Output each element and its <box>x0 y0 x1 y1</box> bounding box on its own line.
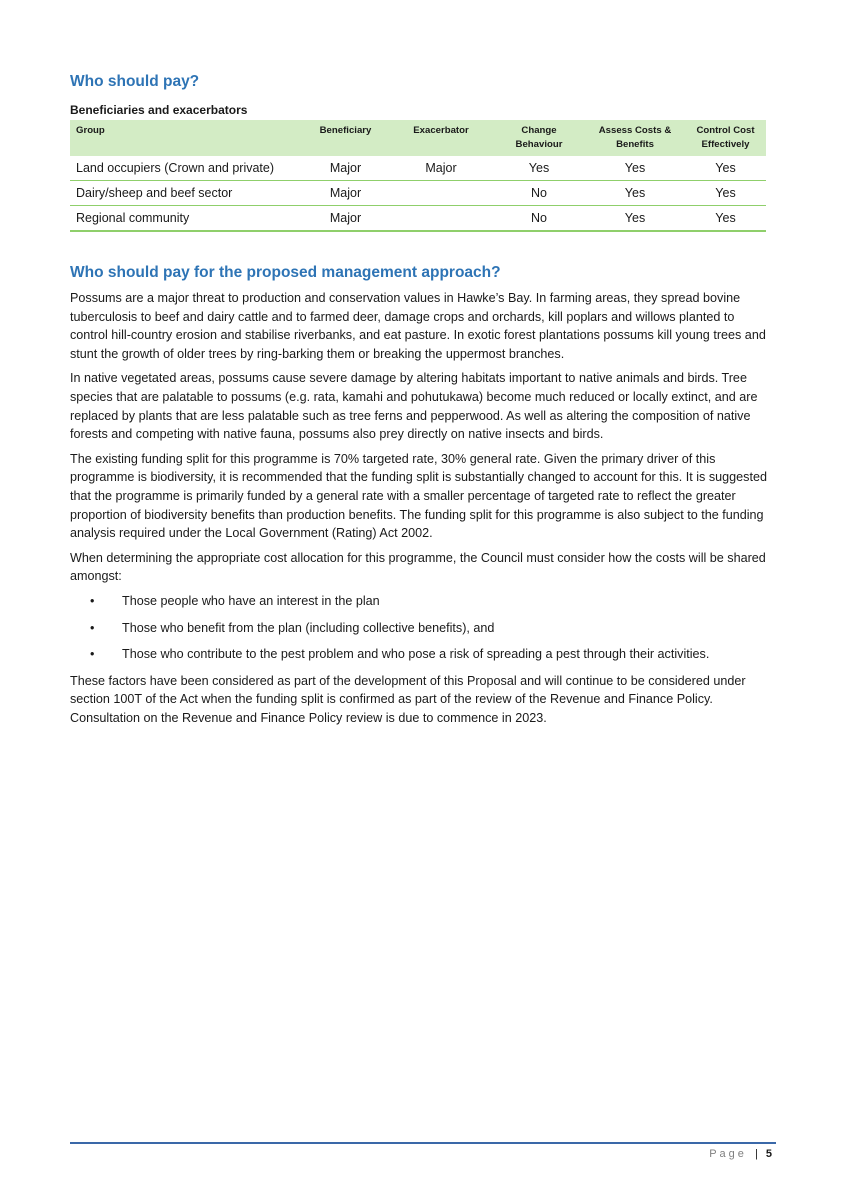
bullet-icon: • <box>90 620 95 635</box>
footer-divider <box>70 1142 776 1144</box>
cell-change: No <box>493 181 585 206</box>
list-item-text: Those who contribute to the pest problem and who pose a risk of spreading a pest through their activities. <box>122 647 710 662</box>
header-control-line2: Effectively <box>701 139 750 150</box>
bullet-icon: • <box>90 647 95 662</box>
section-heading-who-should-pay: Who should pay? <box>70 73 200 90</box>
table-row <box>70 206 766 232</box>
cell-control: Yes <box>685 206 766 232</box>
body-text <box>70 289 768 733</box>
list-item-text: Those people who have an interest in the plan <box>122 593 380 608</box>
beneficiaries-table <box>70 120 766 232</box>
table-row <box>70 156 766 181</box>
bullet-list <box>70 592 768 664</box>
cell-exacerbator: Major <box>389 156 493 181</box>
header-control-cost <box>685 120 766 156</box>
list-item-text: Those who benefit from the plan (including collective benefits), and <box>122 620 495 635</box>
cell-exacerbator <box>389 206 493 232</box>
cell-exacerbator <box>389 181 493 206</box>
header-assess-line2: Benefits <box>616 139 654 150</box>
section-heading-approach: Who should pay for the proposed management approach? <box>70 264 501 281</box>
closing-paragraph: These factors have been considered as part of the development of this Proposal and will continue to be considered under section 100T of the Act when the funding split is confirmed as part of the review of the Revenue and Finance Policy. Consultation on the Revenue and Finance Policy review is due to commence in 2023. <box>70 673 746 725</box>
header-change-line2: Behaviour <box>515 139 563 150</box>
cell-beneficiary: Major <box>302 206 389 232</box>
page-label: Page <box>709 1148 747 1160</box>
paragraph: The existing funding split for this programme is 70% targeted rate, 30% general rate. Given the primary driver of this programme is biodiversity, it is recommended that the funding split is substantially changed to account for this. It is suggested that the programme is primarily funded by a general rate with a smaller percentage of targeted rate to reflect the greater proportion of biodiversity benefits than production benefits. The funding split for this programme is also subject to the funding analysis required under the Local Government (Rating) Act 2002. <box>70 451 767 541</box>
paragraph: Possums are a major threat to production and conservation values in Hawke’s Bay. In farming areas, they spread bovine tuberculosis to beef and dairy cattle and to farmed deer, damage crops and orchards, kill poplars and willows planted to control hill-country erosion and stabilise riverbanks, and eat pasture. In exotic forest plantations possums kill young trees and stunt the growth of older trees by ring-barking them or breaking the uppermost branches. <box>70 291 766 361</box>
header-exacerbator: Exacerbator <box>389 120 493 156</box>
list-item <box>70 619 768 638</box>
table-header-row <box>70 120 766 156</box>
header-change-line1: Change <box>521 125 557 136</box>
header-assess-costs <box>585 120 685 156</box>
cell-assess: Yes <box>585 181 685 206</box>
list-item <box>70 645 768 664</box>
page-footer <box>709 1148 772 1160</box>
paragraph: When determining the appropriate cost allocation for this programme, the Council must consider how the costs will be shared amongst: <box>70 550 766 584</box>
cell-group: Regional community <box>70 206 302 232</box>
header-beneficiary: Beneficiary <box>302 120 389 156</box>
header-control-line1: Control Cost <box>696 125 755 136</box>
paragraph: In native vegetated areas, possums cause severe damage by altering habitats important to native animals and birds. Tree species that are palatable to possums (e.g. rata, kamahi and pohutukawa) become much reduced or locally extinct, and are replaced by plants that are less palatable such as tree ferns and pepperwood. As well as altering the composition of native forests and competing with native fauna, possums also prey directly on native insects and birds. <box>70 371 758 442</box>
list-item <box>70 592 768 611</box>
bullet-icon: • <box>90 593 95 608</box>
header-change-behaviour <box>493 120 585 156</box>
header-group: Group <box>70 120 302 156</box>
subheading-beneficiaries: Beneficiaries and exacerbators <box>70 103 248 117</box>
cell-change: No <box>493 206 585 232</box>
cell-group: Land occupiers (Crown and private) <box>70 156 302 181</box>
cell-control: Yes <box>685 156 766 181</box>
page-separator: | <box>754 1148 758 1160</box>
cell-group: Dairy/sheep and beef sector <box>70 181 302 206</box>
cell-beneficiary: Major <box>302 156 389 181</box>
cell-control: Yes <box>685 181 766 206</box>
cell-assess: Yes <box>585 206 685 232</box>
cell-assess: Yes <box>585 156 685 181</box>
cell-beneficiary: Major <box>302 181 389 206</box>
cell-change: Yes <box>493 156 585 181</box>
page-number: 5 <box>765 1148 772 1160</box>
table-row <box>70 181 766 206</box>
header-assess-line1: Assess Costs & <box>598 125 672 136</box>
